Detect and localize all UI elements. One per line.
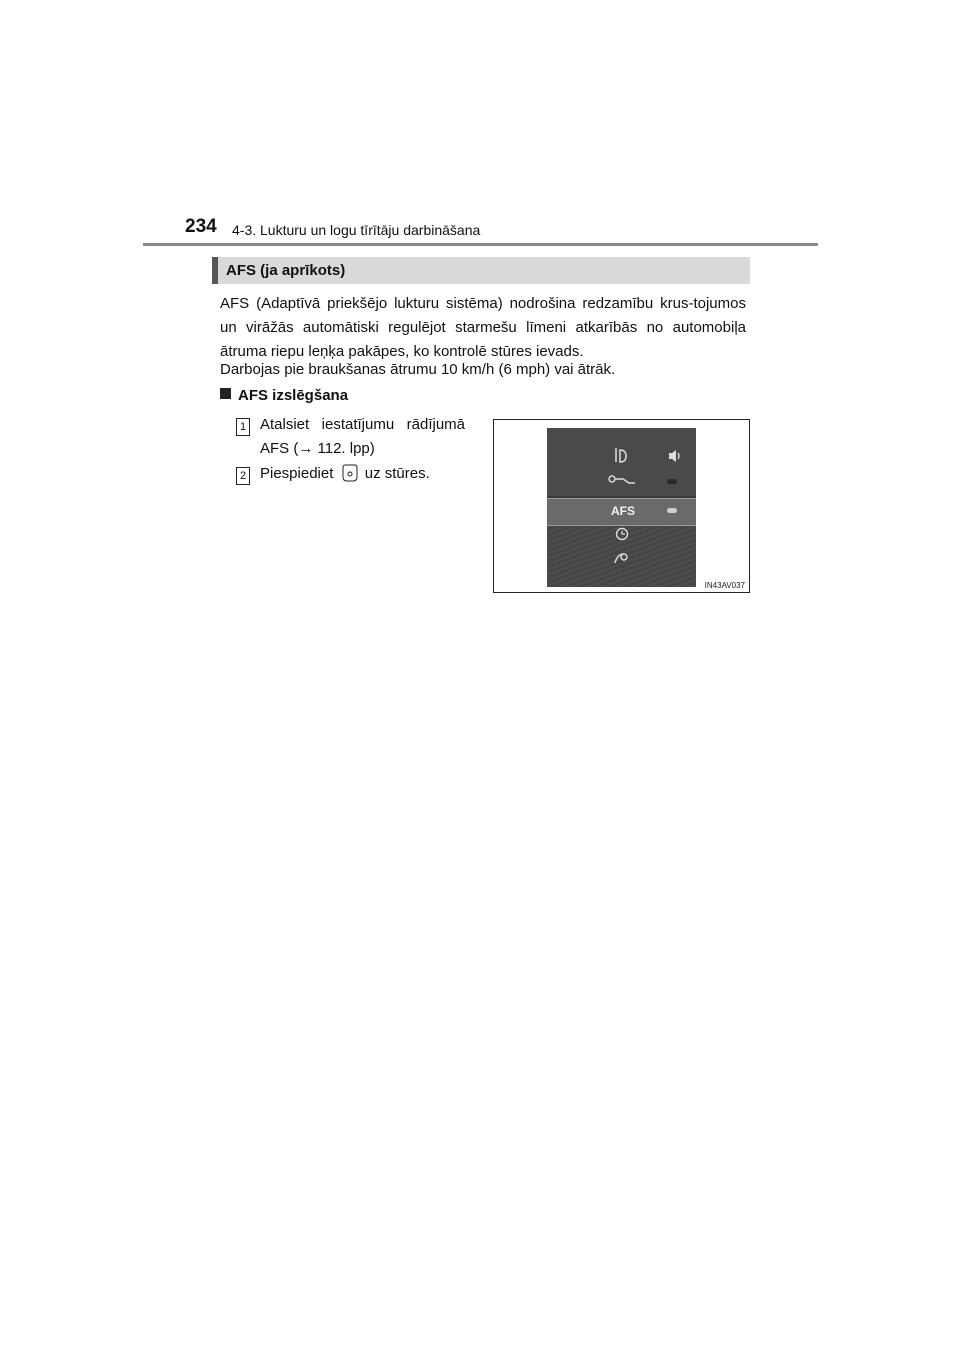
step-2-after: uz stūres.	[364, 465, 430, 482]
indicator-door	[667, 479, 677, 484]
section-heading: AFS (ja aprīkots)	[212, 257, 750, 284]
sound-icon	[667, 448, 681, 464]
step-2-badge: 2	[236, 467, 250, 485]
speed-paragraph: Darbojas pie braukšanas ātrumu 10 km/h (6 mph) vai ātrāk.	[220, 361, 616, 378]
step-2-before: Piespiediet	[260, 465, 334, 482]
page-number: 234	[185, 216, 217, 237]
dashboard-photo	[547, 428, 696, 587]
door-icon	[607, 474, 637, 488]
step-1-line2: AFS (→ 112. lpp)	[260, 440, 375, 457]
headlight-level-icon	[613, 446, 629, 464]
afs-panel-label: AFS	[611, 504, 635, 518]
step-2-text	[260, 462, 430, 486]
settings-icon	[613, 551, 629, 565]
subheading	[220, 387, 348, 404]
step-1-line1: Atalsiet iestatījumu rādījumā	[260, 416, 465, 433]
figure-frame	[493, 419, 750, 593]
section-path: 4-3. Lukturu un logu tīrītāju darbināšana	[232, 222, 481, 238]
afs-indicator	[667, 508, 677, 513]
figure-code: IN43AV037	[704, 581, 745, 590]
step-1-text	[260, 413, 465, 461]
square-bullet-icon	[220, 388, 231, 399]
intro-paragraph: AFS (Adaptīvā priekšējo lukturu sistēma) nodrošina redzamību krus-tojumos un virāžās automātiski regulējot starmešu līmeni atkarībās no automobiļa ātruma riepu leņķa pakāpes, ko kontrolē stūres ievads.	[220, 295, 746, 360]
header-rule	[143, 243, 818, 246]
steering-switch-icon	[342, 464, 358, 482]
clock-icon	[615, 527, 629, 541]
step-1-badge: 1	[236, 418, 250, 436]
subheading-text: AFS izslēgšana	[238, 387, 349, 404]
